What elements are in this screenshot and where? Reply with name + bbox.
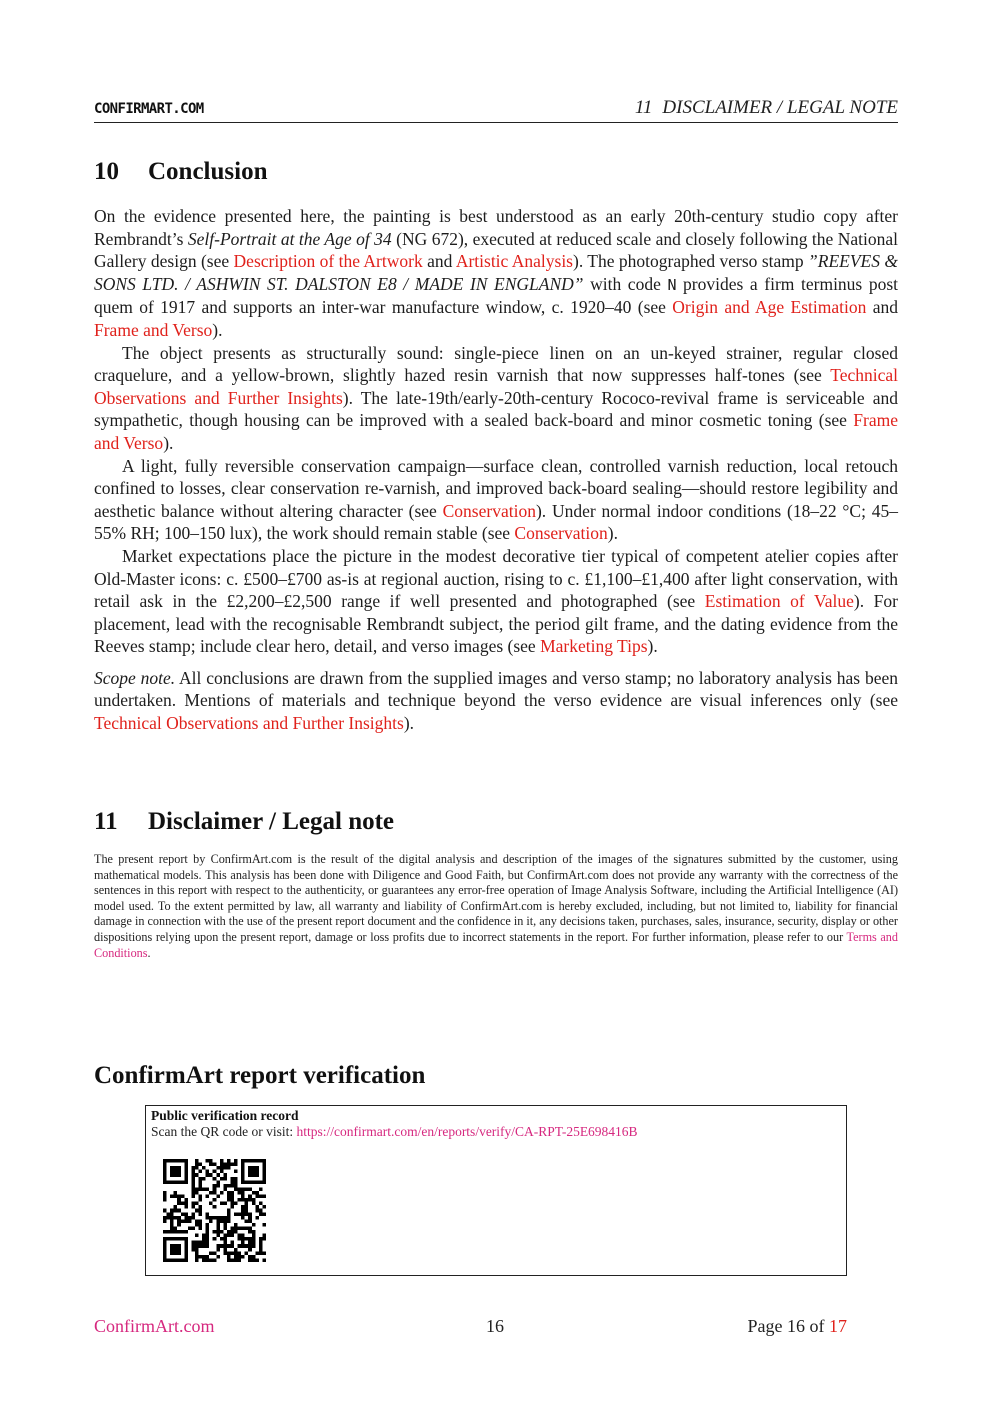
section-number: 10 [94,158,119,185]
disclaimer-heading [94,808,394,836]
scope-note-label: Scope note. [94,667,176,688]
verification-box [145,1105,847,1276]
confirmart-logo: CONFIRMART.COM [94,101,204,117]
verification-instructions [151,1124,638,1140]
link-terms-and-conditions[interactable]: Terms and Conditions [94,929,898,960]
footer-page-count [748,1316,847,1337]
link-technical-observations[interactable]: Technical Observations and Further Insights [94,713,404,734]
text-run: Market expectations place the picture in the modest decorative tier typical of competent atelier copies after Old-Master icons: c. £500–£700 as-is at regional auction, rising to c. £1,100–£1,400 after light conservation, with retail ask in the £2,200–£2,500 range if well presented and photographed (see [94,545,898,612]
text-run: ). [212,319,223,340]
running-section-number: 11 [634,97,653,118]
text-run: (NG 672), executed at reduced scale and closely following the National Gallery design (see [94,228,899,272]
text-run: Scan the QR code or visit: [151,1124,297,1139]
text-run: A light, fully reversible conservation campaign—surface clean, controlled varnish reduction, local retouch confined to losses, clear conservation re-varnish, and improved back-board sealing—should restore legibility and aesthetic balance without altering character (see [94,455,898,521]
text-run: ). Under normal indoor conditions (18–22 °C; 45–55% RH; 100–150 lux), the work should remain stable (see [94,500,898,544]
conclusion-paragraph-4 [94,545,898,658]
verification-url-link[interactable]: https://confirmart.com/en/reports/verify/CA-RPT-25E698416B [296,1124,638,1139]
text-run: ). [647,636,658,657]
text-run: Page 16 of [747,1316,829,1336]
text-run: and [866,297,898,318]
footer-site-link[interactable]: ConfirmArt.com [94,1316,215,1336]
link-description-of-artwork[interactable]: Description of the Artwork [233,251,423,272]
qr-code[interactable] [163,1159,266,1262]
text-run: . [147,945,151,960]
text-run: ). [403,713,415,734]
text-run: provides a firm terminus post quem of 1917 and supports an inter-war manufacture window, c. 1920–40 (see [94,273,898,318]
text-run: All conclusions are drawn from the supplied images and verso stamp; no laboratory analysis has been undertaken. Mentions of materials and technique beyond the verso evidence are visual inferences only (see [94,667,898,711]
verification-box-title: Public verification record [151,1108,299,1123]
text-run: ). [607,523,618,544]
text-run: with code [583,273,668,294]
link-conservation[interactable]: Conservation [514,523,608,544]
conclusion-paragraph-1 [94,205,898,342]
stamp-code: N [667,275,677,294]
link-technical-observations[interactable]: Technical Observations and Further Insights [94,365,898,408]
text-run: ). The photographed verso stamp [573,251,809,272]
link-origin-age-estimation[interactable]: Origin and Age Estimation [672,297,867,318]
link-frame-and-verso[interactable]: Frame and Verso [94,319,213,340]
section-title: Disclaimer / Legal note [148,808,395,835]
conclusion-body [94,205,898,735]
link-estimation-of-value[interactable]: Estimation of Value [704,591,854,612]
text-run: and [422,251,456,272]
text-run: The object presents as structurally sound: single-piece linen on an un-keyed strainer, regular closed craquelure, and a yellow-brown, slightly hazed resin varnish that now suppresses half-tones (see [94,342,898,386]
link-marketing-tips[interactable]: Marketing Tips [540,636,648,657]
link-artistic-analysis[interactable]: Artistic Analysis [455,251,573,272]
verification-heading: ConfirmArt report verification [94,1062,426,1089]
section-title: Conclusion [148,158,268,185]
footer-page-number: 16 [486,1316,504,1336]
conclusion-paragraph-2 [94,342,898,455]
section-number: 11 [94,808,118,835]
text-run: ). For placement, lead with the recognisable Rembrandt subject, the period gilt frame, and the dating evidence from the Reeves stamp; include clear hero, detail, and verso images (see [94,591,898,657]
running-section-label: DISCLAIMER / LEGAL NOTE [662,97,898,118]
conclusion-heading [94,158,267,186]
total-pages-link[interactable]: 17 [829,1316,847,1336]
link-conservation[interactable]: Conservation [442,500,536,521]
text-run: On the evidence presented here, the painting is best understood as an early 20th-century studio copy after Rembrandt’s [94,206,898,249]
artwork-title: Self-Portrait at the Age of 34 [187,228,392,249]
disclaimer-text [94,852,898,961]
page-header [94,97,898,123]
conclusion-paragraph-3 [94,455,898,545]
text-run: ). [163,432,174,453]
text-run: ). The late-19th/early-20th-century Rococo-revival frame is serviceable and sympathetic, though housing can be improved with a sealed back-board and minor cosmetic toning (see [94,387,898,431]
text-run: The present report by ConfirmArt.com is the result of the digital analysis and description of the images of the signatures submitted by the customer, using mathematical models. This analysis has been done with Diligence and Good Faith, but ConfirmArt.com does not provide any warranty with the correctness of the sentences in this report with respect to the authenticity, or guarantees any error-free operation of Image Analysis Software, including the Artificial Intelligence (AI) model used. To the extent permitted by law, all warranty and liability of ConfirmArt.com is hereby excluded, including, but not limited to, liability for financial damage in connection with the use of the present report document and the confidence in it, any decisions taken, purchases, sales, insurance, security, display or other dispositions relying upon the present report, damage or loss profits due to incorrect statements in the report. For further information, please refer to our [94,852,898,944]
link-frame-and-verso[interactable]: Frame and Verso [94,410,898,453]
running-section-title [635,97,898,119]
scope-note-paragraph [94,667,898,735]
verso-stamp-text: ”REEVES & SONS LTD. / ASHWIN ST. DALSTON E8 / MADE IN ENGLAND” [94,251,898,294]
